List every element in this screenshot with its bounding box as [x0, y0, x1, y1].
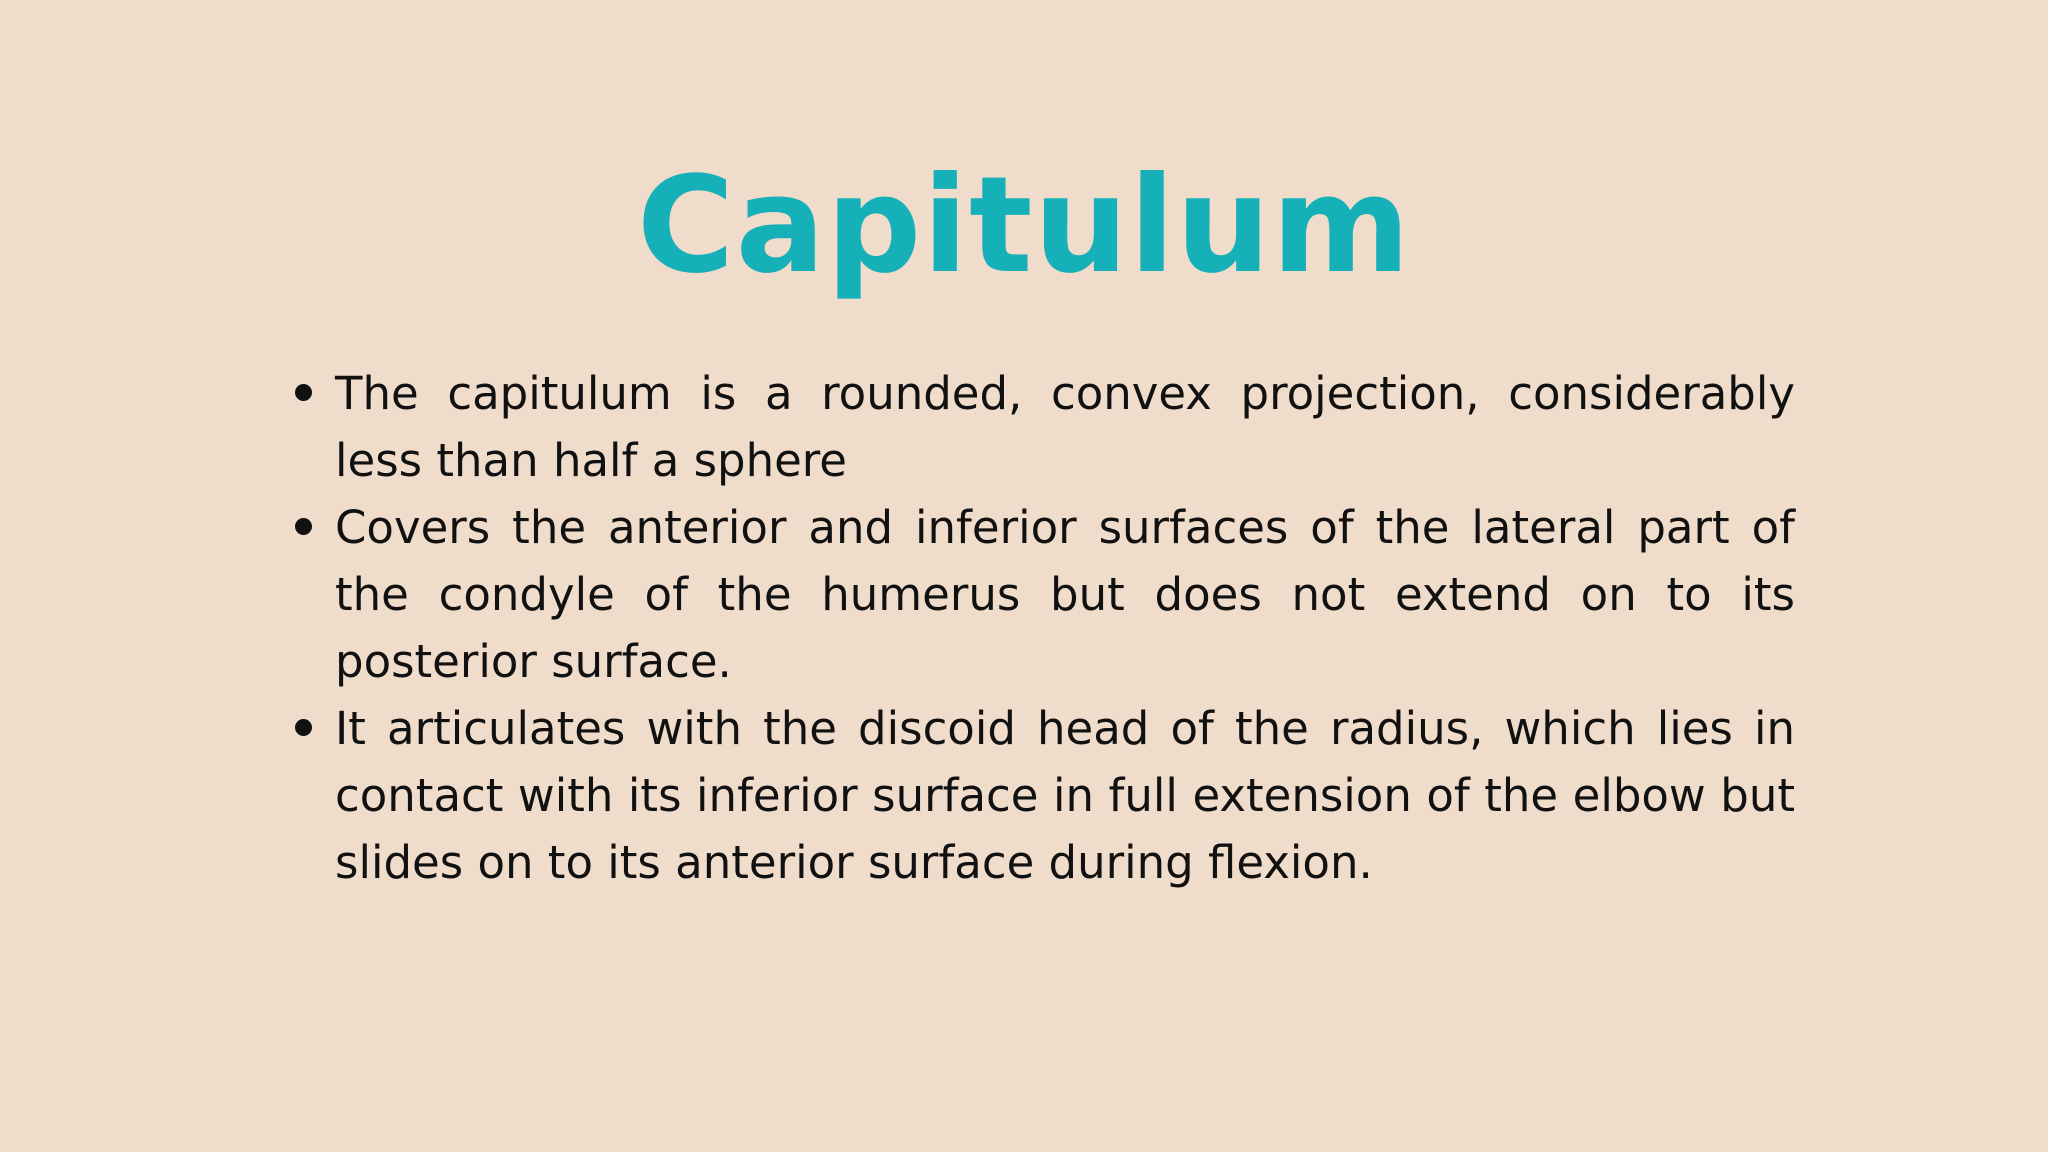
bullet-text: It articulates with the discoid head of the radius, which lies in contact with its inferior surface in full extension of the elbow but slides on to its anterior surface during flexion. — [335, 702, 1795, 889]
slide-title: Capitulum — [636, 149, 1412, 303]
bullet-list — [295, 360, 1795, 896]
bullet-item — [295, 494, 1795, 695]
bullet-item — [295, 695, 1795, 896]
bullet-dot-icon — [295, 384, 312, 401]
bullet-dot-icon — [295, 518, 312, 535]
bullet-item — [295, 360, 1795, 494]
bullet-text: The capitulum is a rounded, convex projection, considerably less than half a sphere — [335, 367, 1795, 487]
bullet-text: Covers the anterior and inferior surfaces of the lateral part of the condyle of the humerus but does not extend on to its posterior surface. — [335, 501, 1795, 688]
bullet-dot-icon — [295, 719, 312, 736]
